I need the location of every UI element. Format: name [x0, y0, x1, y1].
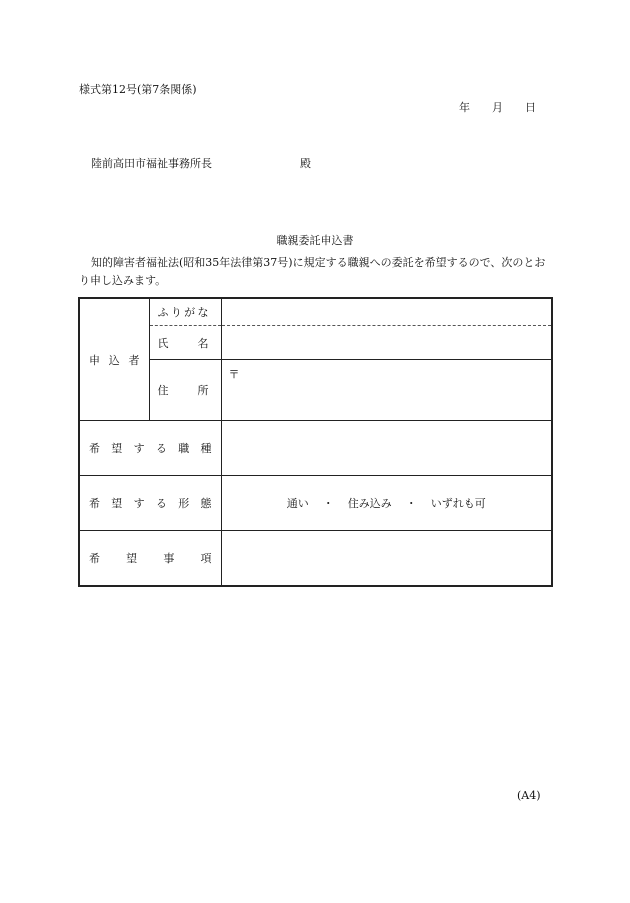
desired-form-option-live-in[interactable]: 住み込み — [347, 497, 392, 510]
desired-form-option-either[interactable]: いずれも可 — [430, 497, 486, 510]
date-line — [459, 99, 536, 115]
desired-form-option-commute[interactable]: 通い — [286, 497, 309, 510]
desired-occupation-label: 希望する職種 — [79, 421, 221, 476]
application-form-table — [78, 297, 553, 587]
desired-items-field[interactable] — [221, 531, 552, 587]
name-label: 氏名 — [149, 326, 221, 360]
applicant-label: 申込者 — [79, 298, 149, 421]
desired-form-field[interactable] — [221, 476, 552, 531]
date-year: 年 — [459, 101, 470, 114]
addressee-honorific: 殿 — [300, 157, 311, 170]
document-intro: 知的障害者福祉法(昭和35年法律第37号)に規定する職親への委託を希望するので、次のとおり申し込みます。 — [79, 256, 546, 287]
document-title: 職親委託申込書 — [276, 234, 354, 247]
addressee — [91, 155, 311, 171]
date-month: 月 — [492, 101, 503, 114]
furigana-field[interactable] — [221, 298, 552, 326]
option-separator: ・ — [405, 497, 417, 510]
paper-size-note: (A4) — [517, 789, 541, 802]
desired-items-label: 希望事項 — [79, 531, 221, 587]
desired-form-label: 希望する形態 — [79, 476, 221, 531]
form-number: 様式第12号(第7条関係) — [79, 83, 197, 96]
desired-occupation-field[interactable] — [221, 421, 552, 476]
name-field[interactable] — [221, 326, 552, 360]
address-label: 住所 — [149, 360, 221, 421]
address-field[interactable] — [221, 360, 552, 421]
date-day: 日 — [525, 101, 536, 114]
furigana-label: ふりがな — [149, 298, 221, 326]
option-separator: ・ — [322, 497, 334, 510]
postal-mark-icon: 〒 — [228, 368, 240, 381]
addressee-name: 陸前高田市福祉事務所長 — [91, 157, 212, 170]
